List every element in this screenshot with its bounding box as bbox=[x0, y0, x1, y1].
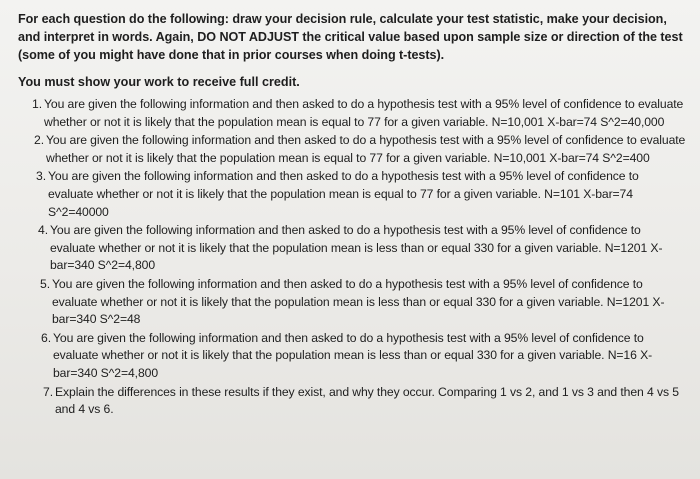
credit-notice: You must show your work to receive full credit. bbox=[18, 75, 300, 89]
question-text: You are given the following information and then asked to do a hypothesis test with a 95% level of confidence to evaluate whether or not it is likely that the population mean is equal to 77 for a given variable. N=101 X-bar=74 S^2=40000 bbox=[48, 169, 639, 219]
question-item-1 bbox=[22, 96, 686, 131]
question-number: 7. bbox=[43, 384, 53, 399]
question-text: You are given the following information and then asked to do a hypothesis test with a 95% level of confidence to evaluate whether or not it is likely that the population mean is equal to 77 for a given variable. N=10,001 X-bar=74 S^2=400 bbox=[46, 133, 686, 165]
question-text: You are given the following information and then asked to do a hypothesis test with a 95% level of confidence to evaluate whether or not it is likely that the population mean is equal to 77 for a given variable. N=10,001 X-bar=74 S^2=40,000 bbox=[44, 97, 684, 129]
question-number: 5. bbox=[40, 276, 50, 291]
question-item-2 bbox=[24, 132, 686, 167]
question-number: 1. bbox=[32, 97, 42, 111]
question-number: 4. bbox=[38, 223, 48, 238]
question-item-7 bbox=[33, 384, 686, 419]
question-item-6 bbox=[31, 330, 686, 383]
question-text: Explain the differences in these results if they exist, and why they occur. Comparing 1 vs 2, and 1 vs 3 and then 4 vs 5 and 4 vs 6. bbox=[55, 384, 679, 417]
question-item-3 bbox=[26, 168, 686, 221]
question-number: 3. bbox=[36, 169, 46, 184]
question-text: You are given the following information and then asked to do a hypothesis test with a 95% level of confidence to evaluate whether or not it is likely that the population mean is less than or equal 330 for a given variable. N=1201 X-bar=340 S^2=4,800 bbox=[50, 223, 663, 273]
question-number: 6. bbox=[41, 330, 51, 345]
question-number: 2. bbox=[34, 133, 44, 148]
question-text: You are given the following information and then asked to do a hypothesis test with a 95% level of confidence to evaluate whether or not it is likely that the population mean is less than or equal 330 for a given variable. N=16 X-bar=340 S^2=4,800 bbox=[53, 330, 653, 380]
question-item-4 bbox=[28, 222, 686, 275]
question-text: You are given the following information and then asked to do a hypothesis test with a 95% level of confidence to evaluate whether or not it is likely that the population mean is less than or equal 330 for a given variable. N=1201 X-bar=340 S^2=48 bbox=[52, 276, 665, 327]
instructions-intro: For each question do the following: draw your decision rule, calculate your test statistic, make your decision, and interpret in words. Again, DO NOT ADJUST the critical value based upon sample size or direction of the test (some of you might have done that in prior courses when doing t-tests). bbox=[18, 12, 683, 62]
question-list bbox=[18, 96, 686, 419]
question-item-5 bbox=[30, 276, 686, 329]
